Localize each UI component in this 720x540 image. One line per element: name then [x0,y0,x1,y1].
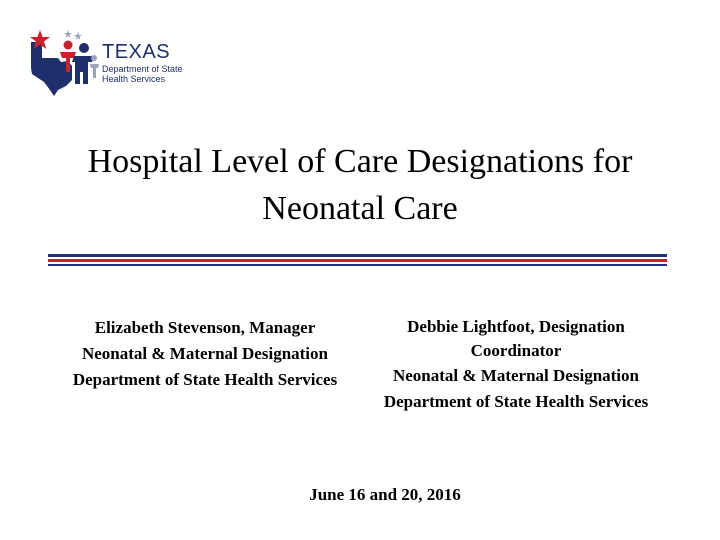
presenter-unit: Neonatal & Maternal Designation [81,344,328,363]
logo-subtitle: Department of State Health Services [102,64,183,84]
slide-title: Hospital Level of Care Designations for Neonatal Care [87,143,633,227]
presentation-date: June 16 and 20, 2016 [309,485,461,504]
presenter-department: Department of State Health Services [72,370,338,389]
presenter-left [60,315,350,393]
divider-top [48,254,667,257]
divider-middle [48,259,667,262]
divider-bottom [48,264,667,266]
presenter-name: Elizabeth Stevenson, Manager [94,318,316,337]
presenter-name: Debbie Lightfoot, Designation Coordinator [407,317,625,360]
texas-dshs-emblem-icon [28,28,102,96]
logo-wordmark: TEXAS [102,41,171,63]
presenter-right [376,315,656,415]
presenter-department: Department of State Health Services [383,392,649,411]
dshs-logo [28,28,198,96]
presenter-unit: Neonatal & Maternal Designation [392,366,639,385]
